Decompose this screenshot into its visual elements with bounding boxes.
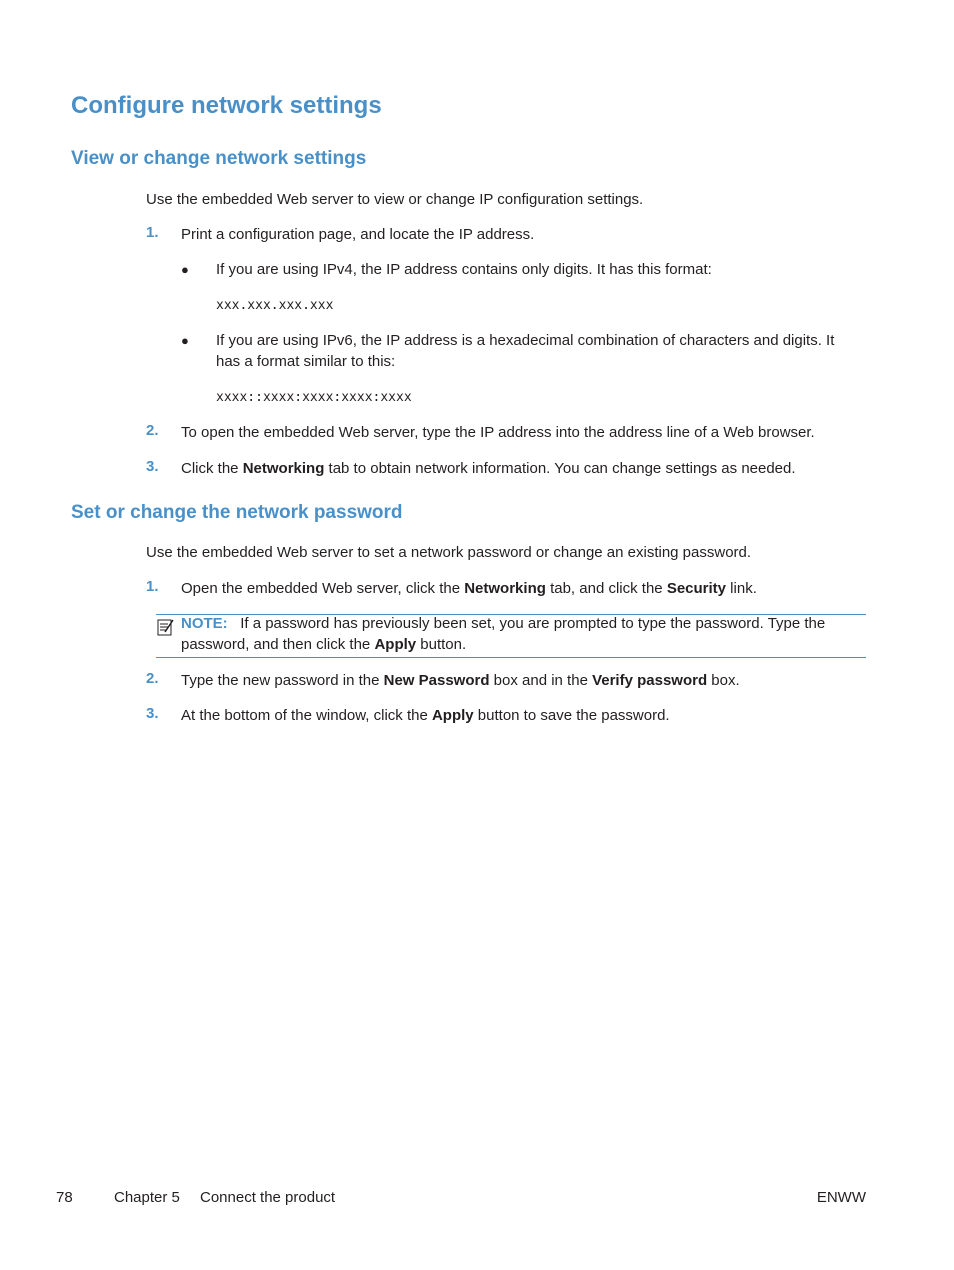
step-number: 1. bbox=[146, 224, 159, 241]
chapter-title: Connect the product bbox=[200, 1189, 336, 1206]
bullet-icon: ● bbox=[181, 333, 189, 348]
step-text: Click the Networking tab to obtain network information. You can change settings as needed. bbox=[181, 460, 796, 477]
code-sample: xxx.xxx.xxx.xxx bbox=[216, 298, 334, 313]
document-code: ENWW bbox=[816, 1189, 866, 1206]
step-number: 2. bbox=[146, 670, 159, 687]
step-text: Type the new password in the New Password box and in the Verify password box. bbox=[181, 672, 740, 689]
chapter-label: Chapter 5 bbox=[114, 1189, 180, 1206]
section-intro: Use the embedded Web server to set a network password or change an existing password. bbox=[146, 544, 752, 561]
bullet-text: If you are using IPv6, the IP address is a hexadecimal combination of characters and digits. It bbox=[216, 332, 835, 349]
section-heading-password: Set or change the network password bbox=[71, 502, 403, 523]
section-intro: Use the embedded Web server to view or change IP configuration settings. bbox=[146, 191, 644, 208]
note-text: password, and then click the Apply button. bbox=[181, 636, 467, 653]
step-number: 2. bbox=[146, 422, 159, 439]
bullet-text: If you are using IPv4, the IP address contains only digits. It has this format: bbox=[216, 261, 712, 278]
step-text: At the bottom of the window, click the Apply button to save the password. bbox=[181, 707, 670, 724]
note-text: NOTE: If a password has previously been set, you are prompted to type the password. Type the bbox=[181, 615, 826, 632]
code-sample: xxxx::xxxx:xxxx:xxxx:xxxx bbox=[216, 390, 412, 405]
page-title: Configure network settings bbox=[71, 92, 382, 119]
note-icon bbox=[156, 617, 175, 637]
step-number: 3. bbox=[146, 458, 159, 475]
bullet-icon: ● bbox=[181, 262, 189, 277]
step-text: Open the embedded Web server, click the Networking tab, and click the Security link. bbox=[181, 580, 757, 597]
step-text: Print a configuration page, and locate the IP address. bbox=[181, 226, 535, 243]
step-number: 3. bbox=[146, 705, 159, 722]
note-label: NOTE: bbox=[181, 615, 228, 632]
bullet-text: has a format similar to this: bbox=[216, 353, 396, 370]
page-number: 78 bbox=[56, 1189, 73, 1206]
step-number: 1. bbox=[146, 578, 159, 595]
step-text: To open the embedded Web server, type the IP address into the address line of a Web browser. bbox=[181, 424, 815, 441]
section-heading-view: View or change network settings bbox=[71, 148, 367, 169]
